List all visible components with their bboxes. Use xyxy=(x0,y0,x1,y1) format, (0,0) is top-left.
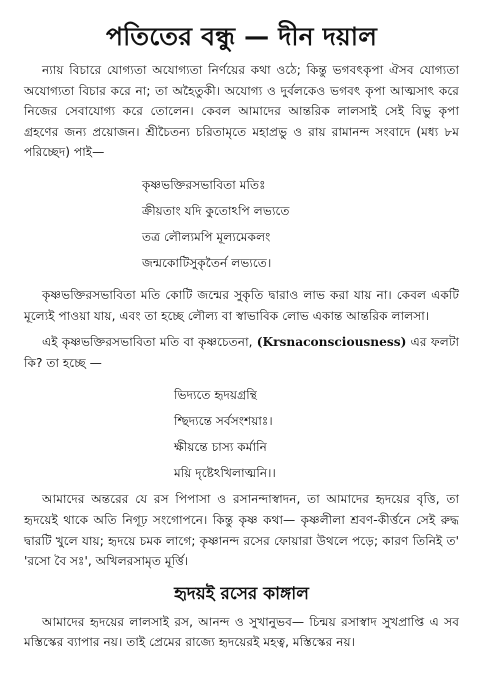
verse-line: ভিদ্যতে হৃদয়গ্রন্থি xyxy=(174,388,257,403)
paragraph-question xyxy=(24,332,459,373)
krsna-consciousness-term: (Krsnaconsciousness) xyxy=(256,335,407,350)
paragraph-closing: আমাদের হৃদয়ের লালসাই রস, আনন্দ ও সুখানুভব— চিন্ময় রসাস্বাদ সুখপ্রাপ্তি এ সব মস্তিস্কের ব্যাপার নয়। তাই প্রেমের রাজ্যে হৃদয়েরই মহত্ব, মস্তিস্কের নয়। xyxy=(24,614,459,650)
verse-line: ক্ষীয়ন্তে চাস্য কর্মানি xyxy=(174,440,267,455)
verse-block-2 xyxy=(24,385,459,483)
verse-line: জন্মকোটিসুকৃতৈর্ন লভ্যতে। xyxy=(142,255,272,270)
verse-line: তত্র লৌল্যমপি মূল্যমেকলং xyxy=(142,229,271,244)
paragraph-intro: ন্যায় বিচারে যোগ্যতা অযোগ্যতা নির্ণয়ের কথা ওঠে; কিন্তু ভগবৎকৃপা ঐসব যোগ্যতা অযোগ্যতা বিচার করে না; তা অহৈতুকী। অযোগ্য ও দুর্বলকেও ভগবৎ কৃপা আত্মসাৎ করে নিজের সেবাযোগ্য করে তোলেন। কেবল আমাদের আন্তরিক লালসাই সেই বিভু কৃপা গ্রহণের জন্য প্রয়োজন। শ্রীচৈতন্য চরিতামৃতে মহাপ্রভু ও রায় রামানন্দ সংবাদে (মধ্য ৮ম পরিচ্ছেদ) পাই— xyxy=(24,63,459,160)
question-text-end: এর ফলটা কি? তা হচ্ছে — xyxy=(24,335,459,370)
paragraph-explanation: কৃষ্ণভক্তিরসভাবিতা মতি কোটি জন্মের সুকৃতি দ্বারাও লাভ করা যায় না। কেবল একটি মূল্যেই পাওয়া যায়, এবং তা হচ্ছে লৌল্য বা স্বাভাবিক লোভ একান্ত আন্তরিক লালসা। xyxy=(24,287,459,323)
section-subtitle: হৃদয়ই রসের কাঙ্গাল xyxy=(174,583,309,604)
verse-line: শ্ছিদ্যন্তে সর্বসংশয়াঃ। xyxy=(174,414,273,429)
question-text-start: এই কৃষ্ণভক্তিরসভাবিতা মতি বা কৃষ্ণচেতনা, xyxy=(42,335,257,350)
verse-line: ময়ি দৃষ্টেঽখিলাত্মনি।। xyxy=(174,466,276,481)
paragraph-heart: আমাদের অন্তরের যে রস পিপাসা ও রসানন্দাস্বাদন, তা আমাদের হৃদয়ের বৃত্তি, তা হৃদয়েই থাকে অতি নিগূঢ় সংগোপনে। কিন্তু কৃষ্ণ কথা— কৃষ্ণলীলা শ্রবণ-কীর্ত্তনে সেই রুদ্ধ দ্বারটি খুলে যায়; হৃদয়ে চমক লাগে; কৃষ্ণানন্দ রসের ফোয়ারা উথলে পড়ে; কারণ তিনিই ত' 'রসো বৈ সঃ', অখিলরসামৃত মূর্ত্তি। xyxy=(24,492,459,569)
verse-line: ক্রীয়তাং যদি কুতোঽপি লভ্যতে xyxy=(142,203,290,218)
verse-line: কৃষ্ণভক্তিরসভাবিতা মতিঃ xyxy=(142,177,266,192)
page-title: পতিতের বন্ধু — দীন দয়াল xyxy=(105,22,378,51)
verse-block-1 xyxy=(24,175,459,273)
